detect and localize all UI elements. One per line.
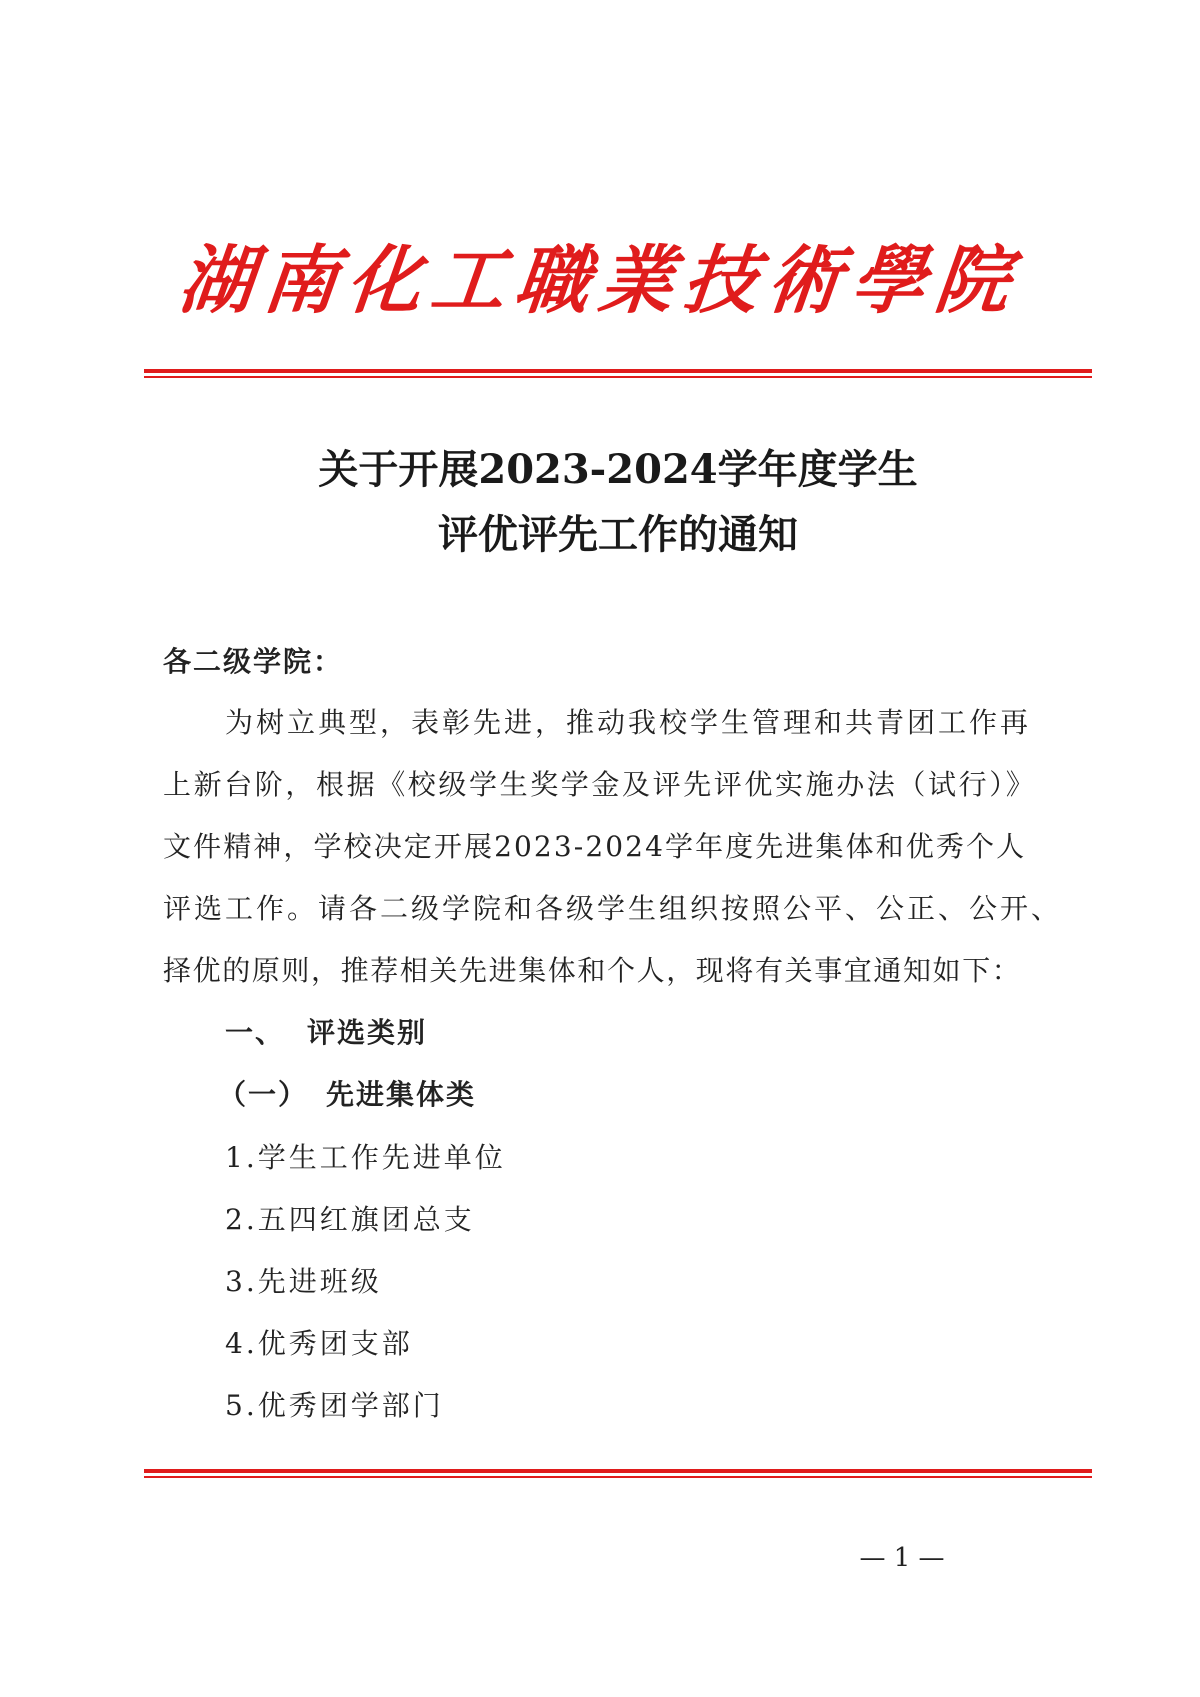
list-item: 2.五四红旗团总支: [225, 1203, 475, 1236]
subsection-number: （一）: [218, 1078, 309, 1111]
body-line: 为树立典型，表彰先进，推动我校学生管理和共青团工作再: [225, 706, 1032, 739]
salutation: 各二级学院：: [163, 645, 344, 678]
body-line: 评选工作。请各二级学院和各级学生组织按照公平、公正、公开、: [163, 892, 1063, 925]
header-divider: [144, 369, 1092, 378]
footer-divider: [144, 1469, 1092, 1478]
list-item: 3.先进班级: [225, 1265, 382, 1298]
document-title-line-1: 关于开展2023-2024学年度学生: [318, 446, 918, 493]
section-title: 评选类别: [307, 1016, 428, 1049]
body-line: 上新台阶，根据《校级学生奖学金及评先评优实施办法（试行）》: [163, 768, 1037, 801]
list-item: 5.优秀团学部门: [225, 1389, 444, 1422]
section-number: 一、: [225, 1016, 286, 1049]
document-title-line-2: 评优评先工作的通知: [438, 511, 798, 558]
list-item: 4.优秀团支部: [225, 1327, 413, 1360]
institution-name: 湖南化工職業技術學院: [174, 238, 1024, 324]
body-line: 择优的原则，推荐相关先进集体和个人，现将有关事宜通知如下：: [163, 954, 1022, 987]
list-item: 1.学生工作先进单位: [225, 1141, 506, 1174]
page-number: — 1 —: [859, 1543, 945, 1573]
body-line: 文件精神，学校决定开展2023-2024学年度先进集体和优秀个人: [163, 830, 1027, 863]
section-heading: [225, 1013, 1125, 1053]
subsection-title: 先进集体类: [326, 1078, 477, 1111]
subsection-heading: [218, 1075, 1118, 1115]
masthead: [140, 225, 1060, 325]
